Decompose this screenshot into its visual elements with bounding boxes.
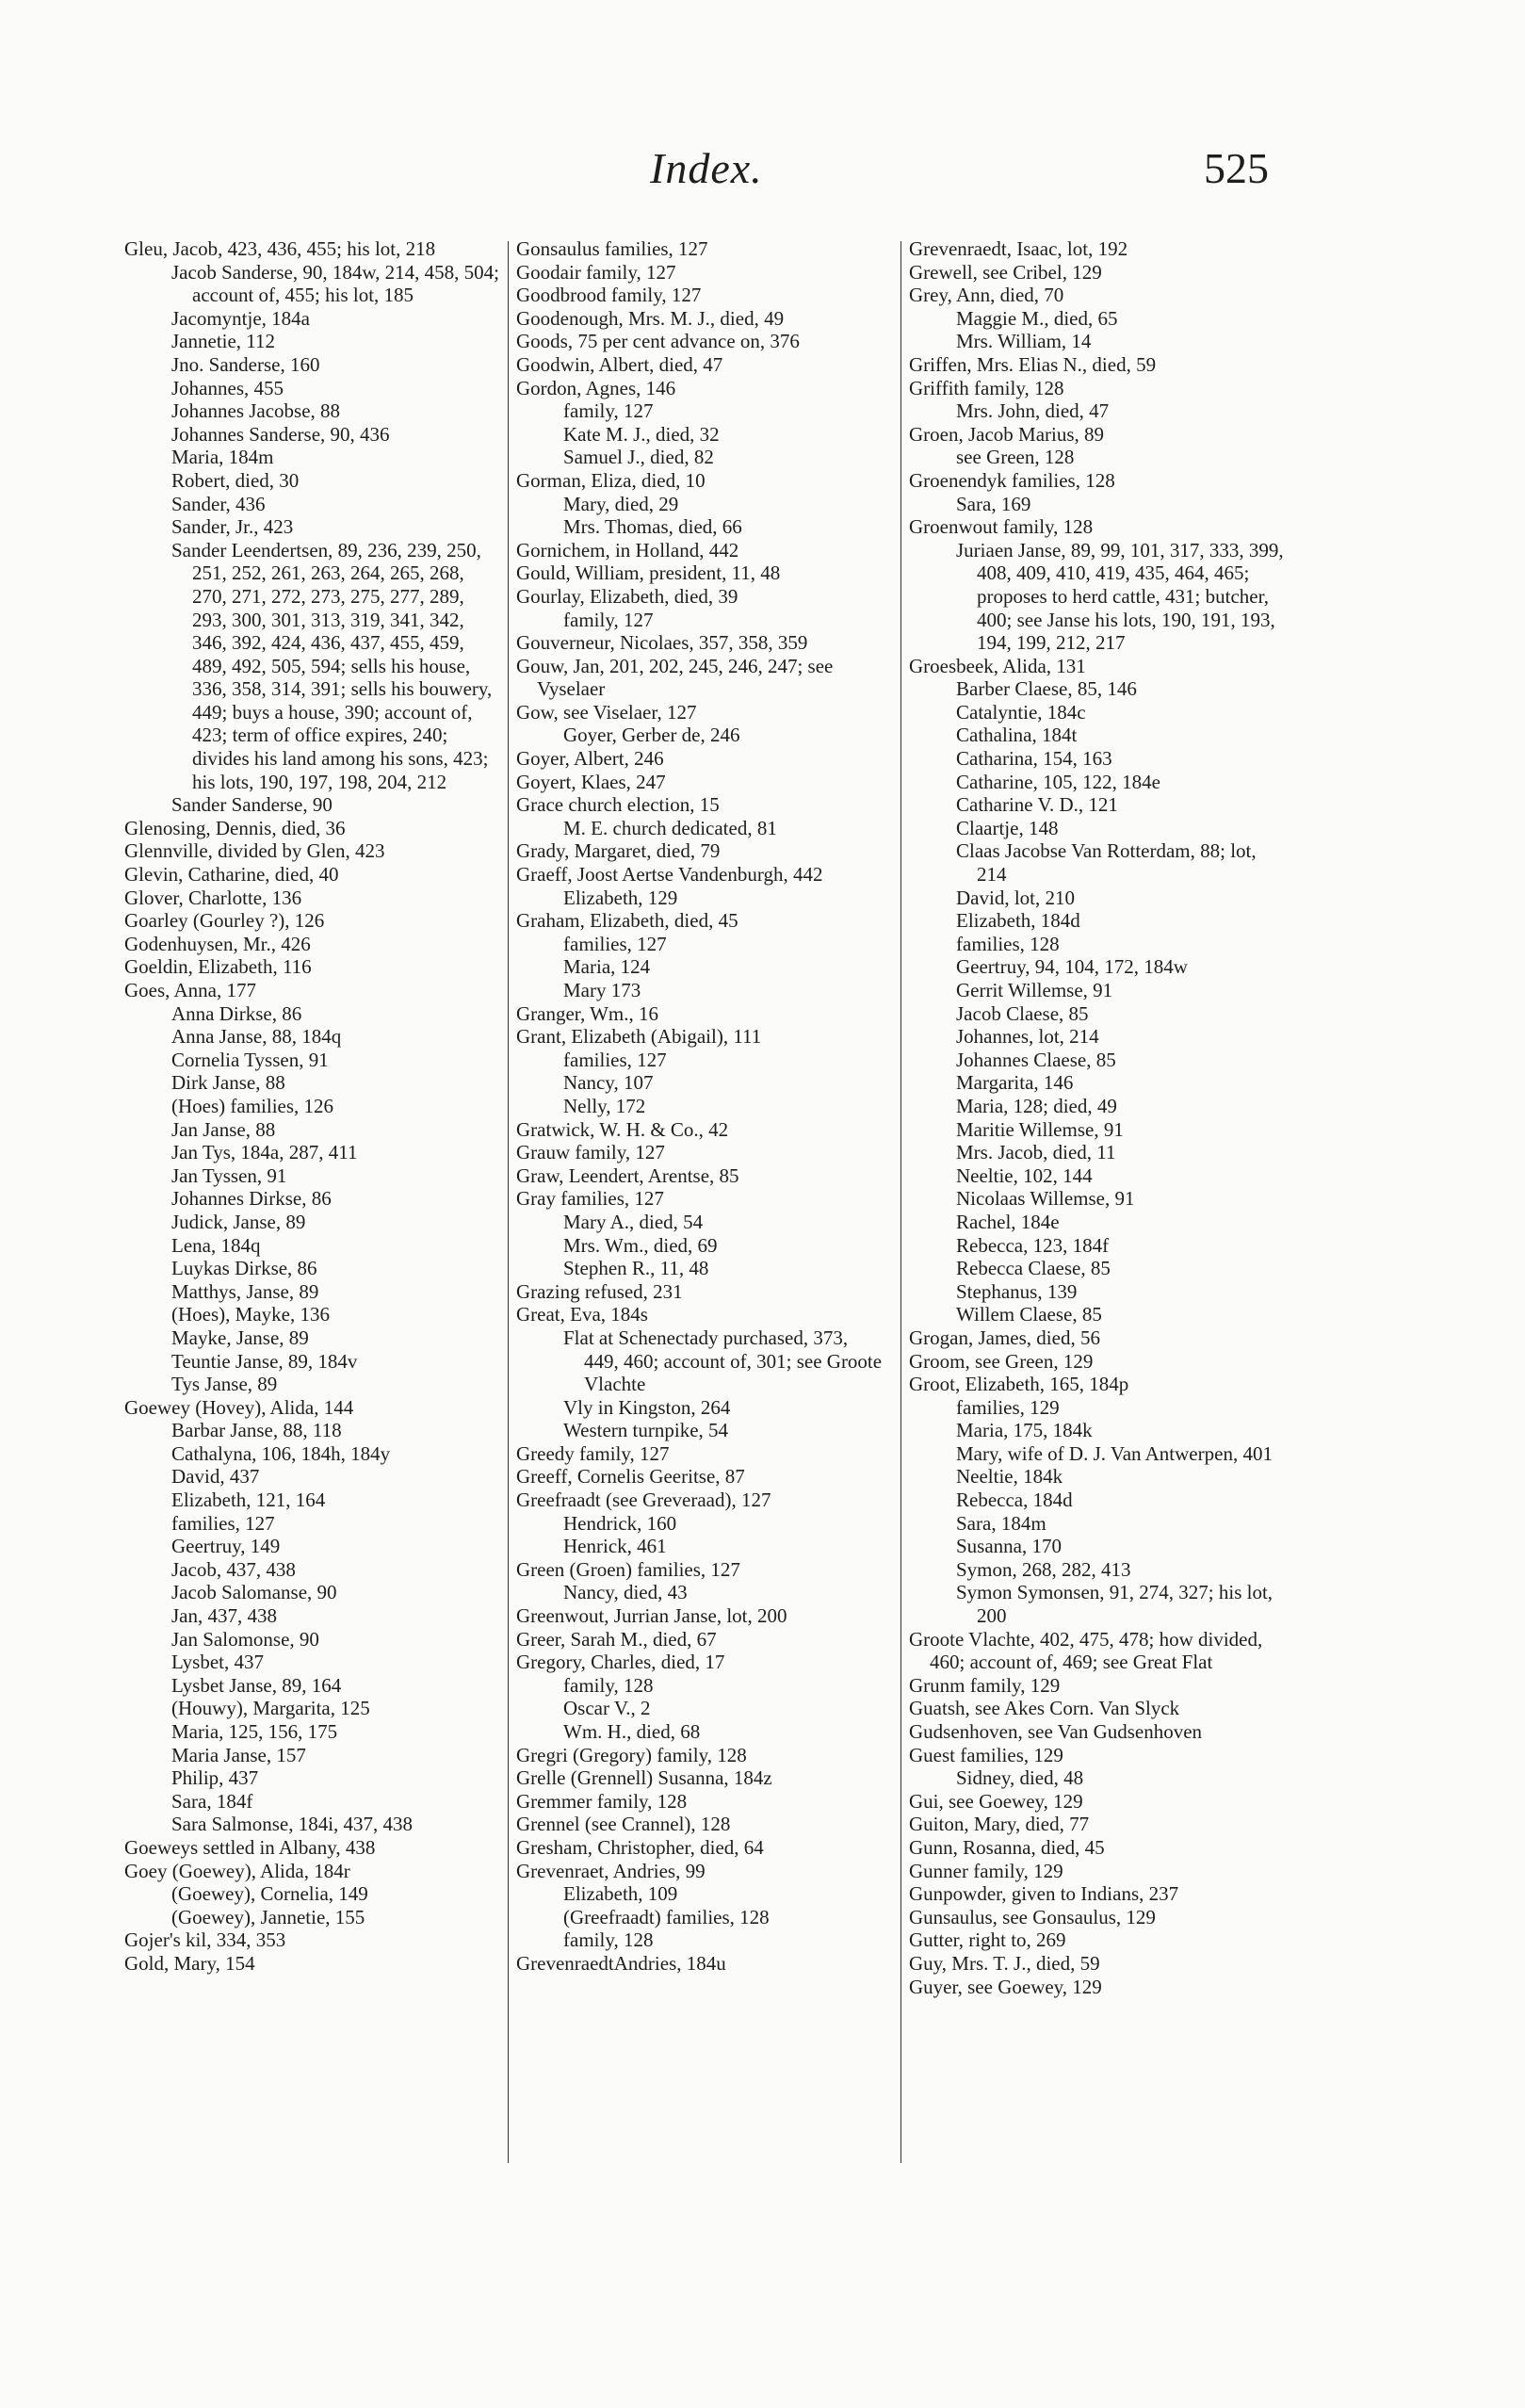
page-title: Index.	[650, 144, 763, 192]
index-entry: Gonsaulus families, 127	[516, 237, 708, 260]
index-subentry: Catalyntie, 184c	[956, 700, 1086, 724]
index-subentry: (Houwy), Margarita, 125	[171, 1697, 370, 1720]
index-column-2	[516, 237, 885, 1976]
index-subentry: Jacob Claese, 85	[956, 1001, 1089, 1025]
index-entry: Greer, Sarah M., died, 67	[516, 1627, 717, 1651]
index-subentry: Sander, 436	[171, 492, 266, 515]
index-subentry: Stephanus, 139	[956, 1279, 1078, 1303]
index-subentry: Gerrit Willemse, 91	[956, 979, 1113, 1001]
index-subentry: see Green, 128	[956, 446, 1075, 469]
index-subentry: Jannetie, 112	[171, 330, 276, 353]
index-subentry: Rebecca, 184d	[956, 1489, 1073, 1512]
index-subentry: Jan Salomonse, 90	[171, 1627, 319, 1651]
index-subentry: Jacob, 437, 438	[171, 1557, 296, 1581]
index-subentry: Matthys, Janse, 89	[171, 1279, 319, 1303]
index-subentry: Goyer, Gerber de, 246	[563, 724, 740, 747]
index-subentry: Maggie M., died, 65	[956, 306, 1118, 330]
index-entry: Grazing refused, 231	[516, 1279, 683, 1303]
index-subentry: Maria, 125, 156, 175	[171, 1720, 338, 1743]
index-subentry: Samuel J., died, 82	[563, 446, 714, 469]
index-subentry: Sander Sanderse, 90	[171, 793, 333, 817]
index-subentry: Rachel, 184e	[956, 1210, 1060, 1233]
index-entry: Groen, Jacob Marius, 89	[909, 422, 1105, 446]
index-entry: Grennel (see Crannel), 128	[516, 1813, 731, 1836]
index-subentry: Lena, 184q	[171, 1233, 261, 1257]
index-entry: Goodair family, 127	[516, 260, 676, 284]
index-entry: Gojer's kil, 334, 353	[124, 1928, 286, 1952]
index-entry: Grady, Margaret, died, 79	[516, 839, 721, 863]
index-subentry: Sara Salmonse, 184i, 437, 438	[171, 1813, 414, 1836]
index-subentry: Vly in Kingston, 264	[563, 1395, 731, 1419]
page-number: 525	[1204, 144, 1269, 192]
index-entry: GrevenraedtAndries, 184u	[516, 1951, 726, 1975]
index-subentry: Judick, Janse, 89	[171, 1210, 306, 1233]
index-subentry: Jacomyntje, 184a	[171, 306, 310, 330]
index-subentry: Western turnpike, 54	[563, 1419, 729, 1442]
index-entry: Gourlay, Elizabeth, died, 39	[516, 584, 738, 608]
index-entry: Granger, Wm., 16	[516, 1001, 658, 1025]
index-subentry: Maria, 124	[563, 955, 651, 979]
index-subentry: family, 127	[563, 399, 654, 423]
index-subentry: Cathalyna, 106, 184h, 184y	[171, 1441, 391, 1465]
index-subentry: Jan Tyssen, 91	[171, 1163, 287, 1187]
index-subentry: Johannes Jacobse, 88	[171, 399, 341, 423]
index-entry: Goodwin, Albert, died, 47	[516, 352, 723, 376]
index-entry: Glover, Charlotte, 136	[124, 886, 302, 909]
index-entry: Gouw, Jan, 201, 202, 245, 246, 247; see Vyselaer	[516, 654, 838, 701]
index-entry: Gould, William, president, 11, 48	[516, 561, 781, 585]
index-subentry: David, 437	[171, 1465, 260, 1489]
index-subentry: Jan, 437, 438	[171, 1604, 277, 1628]
index-subentry: Sara, 169	[956, 492, 1031, 515]
index-entry: Gremmer family, 128	[516, 1789, 688, 1813]
index-entry: Grunm family, 129	[909, 1673, 1061, 1697]
index-entry: Glenosing, Dennis, died, 36	[124, 816, 346, 839]
column-divider	[900, 241, 901, 2163]
index-entry: Grant, Elizabeth (Abigail), 111	[516, 1025, 762, 1049]
index-entry: Grauw family, 127	[516, 1141, 665, 1164]
index-subentry: Stephen R., 11, 48	[563, 1257, 709, 1280]
index-subentry: Robert, died, 30	[171, 468, 300, 492]
index-subentry: (Greefraadt) families, 128	[563, 1905, 770, 1928]
index-entry: Graham, Elizabeth, died, 45	[516, 909, 738, 933]
index-entry: Guiton, Mary, died, 77	[909, 1813, 1090, 1836]
index-subentry: Cathalina, 184t	[956, 724, 1078, 747]
index-subentry: Maria Janse, 157	[171, 1743, 306, 1766]
index-subentry: Jacob Salomanse, 90	[171, 1581, 337, 1604]
index-subentry: Catharine, 105, 122, 184e	[956, 770, 1160, 793]
index-subentry: Symon Symonsen, 91, 274, 327; his lot, 200	[956, 1581, 1278, 1628]
index-entry: Grelle (Grennell) Susanna, 184z	[516, 1766, 772, 1790]
index-subentry: Johannes Dirkse, 86	[171, 1187, 332, 1211]
index-subentry: families, 127	[563, 932, 667, 955]
index-subentry: Mrs. Jacob, died, 11	[956, 1141, 1116, 1164]
index-subentry: Maritie Willemse, 91	[956, 1117, 1124, 1141]
index-subentry: Geertruy, 149	[171, 1535, 281, 1558]
index-subentry: Philip, 437	[171, 1766, 259, 1790]
index-entry: Gudsenhoven, see Van Gudsenhoven	[909, 1720, 1203, 1743]
page-header	[0, 143, 1525, 209]
index-subentry: Margarita, 146	[956, 1071, 1074, 1095]
index-subentry: Henrick, 461	[563, 1535, 667, 1558]
index-subentry: Susanna, 170	[956, 1535, 1062, 1558]
index-entry: Goey (Goewey), Alida, 184r	[124, 1859, 350, 1882]
index-entry: Graeff, Joost Aertse Vandenburgh, 442	[516, 863, 823, 887]
index-subentry: Sara, 184m	[956, 1511, 1046, 1535]
index-subentry: Elizabeth, 184d	[956, 909, 1080, 933]
index-subentry: Jan Tys, 184a, 287, 411	[171, 1141, 358, 1164]
index-subentry: Sander Leendertsen, 89, 236, 239, 250, 251, 252, 261, 263, 264, 265, 268, 270, 271, 272, 273, 275, 277, 289, 293, 300, 301, 313, 319, 341, 342, 346, 392, 424, 436, 437, 455, 459, 489, 492, 505, 594; sells his house, 336, 358, 314, 391; sells his bouwery, 449; buys a house, 390; account of, 423; term of office expires, 240; divides his land among his sons, 423; his lots, 190, 197, 198, 204, 212	[171, 538, 497, 793]
index-subentry: Mayke, Janse, 89	[171, 1326, 309, 1349]
index-subentry: Catharine V. D., 121	[956, 793, 1118, 817]
index-subentry: Elizabeth, 109	[563, 1882, 678, 1906]
index-entry: Grogan, James, died, 56	[909, 1326, 1100, 1349]
index-subentry: Mary, wife of D. J. Van Antwerpen, 401	[956, 1441, 1273, 1465]
index-entry: Groote Vlachte, 402, 475, 478; how divided, 460; account of, 469; see Great Flat	[909, 1627, 1268, 1674]
index-subentry: families, 127	[563, 1048, 667, 1071]
index-entry: Goarley (Gourley ?), 126	[124, 909, 325, 933]
index-entry: Gleu, Jacob, 423, 436, 455; his lot, 218	[124, 237, 436, 260]
index-subentry: Elizabeth, 121, 164	[171, 1489, 326, 1512]
index-subentry: Elizabeth, 129	[563, 886, 678, 909]
index-subentry: Lysbet, 437	[171, 1651, 264, 1674]
index-entry: Groesbeek, Alida, 131	[909, 654, 1086, 677]
index-subentry: Johannes, 455	[171, 376, 284, 399]
index-subentry: Jacob Sanderse, 90, 184w, 214, 458, 504; account of, 455; his lot, 185	[171, 260, 505, 307]
index-entry: Gui, see Goewey, 129	[909, 1789, 1083, 1813]
index-entry: Groot, Elizabeth, 165, 184p	[909, 1373, 1129, 1396]
index-subentry: Hendrick, 160	[563, 1511, 677, 1535]
index-subentry: Sidney, died, 48	[956, 1766, 1084, 1790]
index-entry: Gouverneur, Nicolaes, 357, 358, 359	[516, 631, 808, 655]
index-entry: Gorman, Eliza, died, 10	[516, 468, 706, 492]
index-entry: Groenwout family, 128	[909, 515, 1094, 539]
index-subentry: (Goewey), Jannetie, 155	[171, 1905, 365, 1928]
index-entry: Grevenraet, Andries, 99	[516, 1859, 706, 1882]
index-subentry: Neeltie, 184k	[956, 1465, 1063, 1489]
index-subentry: family, 127	[563, 608, 654, 631]
index-subentry: Mary 173	[563, 979, 641, 1001]
index-entry: Goyer, Albert, 246	[516, 747, 664, 771]
index-entry: Gold, Mary, 154	[124, 1951, 255, 1975]
index-subentry: (Hoes) families, 126	[171, 1094, 334, 1117]
index-entry: Gornichem, in Holland, 442	[516, 538, 739, 561]
index-subentry: Geertruy, 94, 104, 172, 184w	[956, 955, 1188, 979]
index-subentry: Juriaen Janse, 89, 99, 101, 317, 333, 399, 408, 409, 410, 419, 435, 464, 465; proposes to herd cattle, 431; butcher, 400; see Janse his lots, 190, 191, 193, 194, 199, 212, 217	[956, 538, 1289, 655]
index-subentry: families, 128	[956, 932, 1060, 955]
index-column-1	[124, 237, 505, 1976]
index-subentry: Tys Janse, 89	[171, 1373, 278, 1396]
index-entry: Gow, see Viselaer, 127	[516, 700, 697, 724]
index-subentry: Maria, 128; died, 49	[956, 1094, 1117, 1117]
index-subentry: David, lot, 210	[956, 886, 1075, 909]
index-subentry: Kate M. J., died, 32	[563, 422, 720, 446]
index-subentry: Lysbet Janse, 89, 164	[171, 1673, 342, 1697]
index-entry: Glennville, divided by Glen, 423	[124, 839, 385, 863]
index-entry: Gresham, Christopher, died, 64	[516, 1835, 764, 1859]
index-entry: Grewell, see Cribel, 129	[909, 260, 1102, 284]
index-entry: Goewey (Hovey), Alida, 144	[124, 1395, 354, 1419]
index-entry: Green (Groen) families, 127	[516, 1557, 740, 1581]
index-subentry: (Goewey), Cornelia, 149	[171, 1882, 368, 1906]
index-subentry: Willem Claese, 85	[956, 1303, 1102, 1326]
index-subentry: Claas Jacobse Van Rotterdam, 88; lot, 214	[956, 839, 1261, 887]
index-entry: Glevin, Catharine, died, 40	[124, 863, 339, 887]
index-subentry: Catharina, 154, 163	[956, 747, 1112, 771]
column-divider	[508, 241, 509, 2163]
index-entry: Godenhuysen, Mr., 426	[124, 932, 311, 955]
index-subentry: Mrs. William, 14	[956, 330, 1092, 353]
index-subentry: Rebecca Claese, 85	[956, 1257, 1111, 1280]
index-subentry: Sander, Jr., 423	[171, 515, 294, 539]
index-entry: Goyert, Klaes, 247	[516, 770, 666, 793]
index-subentry: Wm. H., died, 68	[563, 1720, 701, 1743]
index-subentry: Jno. Sanderse, 160	[171, 352, 320, 376]
index-entry: Gunsaulus, see Gonsaulus, 129	[909, 1905, 1156, 1928]
index-entry: Guatsh, see Akes Corn. Van Slyck	[909, 1697, 1180, 1720]
index-subentry: Claartje, 148	[956, 816, 1059, 839]
index-subentry: Anna Janse, 88, 184q	[171, 1025, 342, 1049]
index-entry: Gutter, right to, 269	[909, 1928, 1066, 1952]
index-subentry: Barber Claese, 85, 146	[956, 677, 1137, 701]
index-subentry: Nelly, 172	[563, 1094, 646, 1117]
index-subentry: Sara, 184f	[171, 1789, 253, 1813]
index-entry: Gratwick, W. H. & Co., 42	[516, 1117, 729, 1141]
index-subentry: families, 127	[171, 1511, 275, 1535]
index-subentry: Maria, 184m	[171, 446, 274, 469]
index-entry: Grace church election, 15	[516, 793, 720, 817]
index-subentry: family, 128	[563, 1928, 654, 1952]
index-subentry: Mary A., died, 54	[563, 1210, 704, 1233]
index-entry: Gunpowder, given to Indians, 237	[909, 1882, 1179, 1906]
index-subentry: Johannes, lot, 214	[956, 1025, 1099, 1049]
index-entry: Guest families, 129	[909, 1743, 1063, 1766]
index-entry: Goods, 75 per cent advance on, 376	[516, 330, 800, 353]
index-entry: Gordon, Agnes, 146	[516, 376, 676, 399]
index-subentry: Teuntie Janse, 89, 184v	[171, 1349, 358, 1373]
index-subentry: family, 128	[563, 1673, 654, 1697]
index-subentry: Nancy, 107	[563, 1071, 654, 1095]
index-entry: Gunn, Rosanna, died, 45	[909, 1835, 1105, 1859]
index-entry: Goeldin, Elizabeth, 116	[124, 955, 312, 979]
index-entry: Great, Eva, 184s	[516, 1303, 648, 1326]
index-entry: Grevenraedt, Isaac, lot, 192	[909, 237, 1128, 260]
index-subentry: Dirk Janse, 88	[171, 1071, 285, 1095]
index-entry: Goodbrood family, 127	[516, 284, 702, 307]
index-entry: Gregri (Gregory) family, 128	[516, 1743, 747, 1766]
index-subentry: Mary, died, 29	[563, 492, 679, 515]
index-subentry: Maria, 175, 184k	[956, 1419, 1093, 1442]
index-subentry: Cornelia Tyssen, 91	[171, 1048, 329, 1071]
index-entry: Goes, Anna, 177	[124, 979, 256, 1001]
index-subentry: M. E. church dedicated, 81	[563, 816, 777, 839]
index-subentry: Jan Janse, 88	[171, 1117, 276, 1141]
index-entry: Gregory, Charles, died, 17	[516, 1651, 725, 1674]
index-subentry: Luykas Dirkse, 86	[171, 1257, 317, 1280]
index-entry: Gray families, 127	[516, 1187, 664, 1211]
index-subentry: Nicolaas Willemse, 91	[956, 1187, 1135, 1211]
index-entry: Griffen, Mrs. Elias N., died, 59	[909, 352, 1157, 376]
index-entry: Greeff, Cornelis Geeritse, 87	[516, 1465, 745, 1489]
index-entry: Greedy family, 127	[516, 1441, 670, 1465]
index-subentry: Nancy, died, 43	[563, 1581, 688, 1604]
index-subentry: Mrs. Wm., died, 69	[563, 1233, 718, 1257]
index-entry: Goodenough, Mrs. M. J., died, 49	[516, 306, 785, 330]
index-subentry: families, 129	[956, 1395, 1060, 1419]
index-subentry: Oscar V., 2	[563, 1697, 651, 1720]
index-entry: Guy, Mrs. T. J., died, 59	[909, 1951, 1100, 1975]
index-subentry: Anna Dirkse, 86	[171, 1001, 302, 1025]
index-entry: Graw, Leendert, Arentse, 85	[516, 1163, 739, 1187]
index-subentry: Mrs. John, died, 47	[956, 399, 1110, 423]
index-subentry: Flat at Schenectady purchased, 373, 449, 460; account of, 301; see Groote Vlachte	[563, 1326, 886, 1396]
index-entry: Griffith family, 128	[909, 376, 1064, 399]
index-entry: Groom, see Green, 129	[909, 1349, 1094, 1373]
index-subentry: Mrs. Thomas, died, 66	[563, 515, 742, 539]
index-entry: Greefraadt (see Greveraad), 127	[516, 1489, 771, 1512]
index-entry: Grey, Ann, died, 70	[909, 284, 1064, 307]
index-subentry: Neeltie, 102, 144	[956, 1163, 1093, 1187]
index-entry: Greenwout, Jurrian Janse, lot, 200	[516, 1604, 787, 1628]
index-subentry: (Hoes), Mayke, 136	[171, 1303, 330, 1326]
index-subentry: Johannes Sanderse, 90, 436	[171, 422, 390, 446]
index-entry: Goeweys settled in Albany, 438	[124, 1835, 376, 1859]
index-subentry: Johannes Claese, 85	[956, 1048, 1116, 1071]
index-entry: Groenendyk families, 128	[909, 468, 1115, 492]
index-column-3	[909, 237, 1289, 1998]
index-entry: Guyer, see Goewey, 129	[909, 1975, 1102, 1998]
index-subentry: Symon, 268, 282, 413	[956, 1557, 1131, 1581]
index-subentry: Rebecca, 123, 184f	[956, 1233, 1110, 1257]
index-subentry: Barbar Janse, 88, 118	[171, 1419, 342, 1442]
index-entry: Gunner family, 129	[909, 1859, 1063, 1882]
